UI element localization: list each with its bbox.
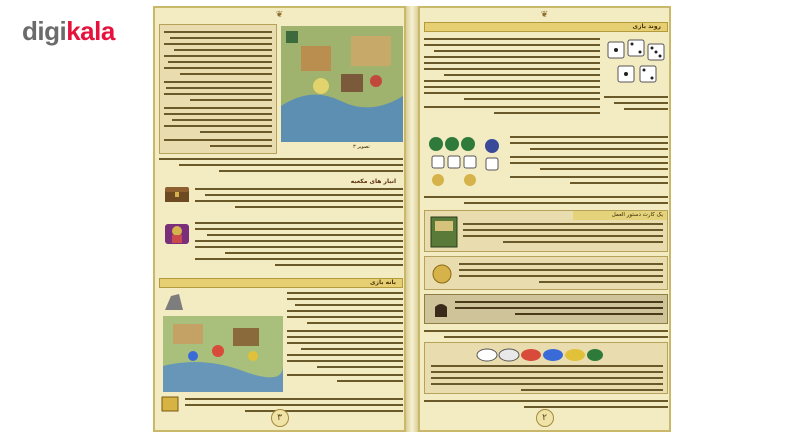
page-number-left: ۳ [271,409,289,427]
recipe-text-lines [463,223,663,251]
bag-box [424,294,668,324]
resources-text-lines [431,365,663,393]
knight-icon [163,222,191,246]
recipe-card-image [429,215,459,249]
left-top-text-box [159,24,277,154]
logo-part-digi: digi [22,16,67,46]
coin-icon [431,263,453,285]
image-caption: تصویر ۳ [353,144,370,150]
dice-image [604,38,668,92]
knight-text-lines [195,222,403,274]
heading-treasure: انبار های مکعبه [350,178,396,185]
resource-tokens-image [475,345,605,363]
endgame-board-image [163,316,283,392]
rule-text-lines [424,194,668,208]
coin-box [424,256,668,290]
section-bar-gameplay: روند بازی [424,22,668,32]
section-bar-endgame: بانه بازی [159,278,403,288]
paragraph-lines [159,156,403,178]
tokens-dice-image [426,134,506,188]
resources-box [424,342,668,394]
logo-part-kala: kala [66,16,115,46]
ornament-icon: ❦ [275,10,284,20]
right-page [418,6,671,432]
treasure-text-lines [195,188,403,218]
text-lines-graphic [160,25,276,153]
bag-text-lines [455,301,663,321]
chest-icon [163,184,191,204]
recipe-card-highlight: یک کارت دستور العمل [573,211,667,220]
card-icon [159,396,181,412]
coin-text-lines [459,263,663,287]
endgame-text-lines [287,290,403,394]
rock-icon [163,292,185,312]
recipe-card-box [424,210,668,252]
left-page [153,6,406,432]
game-board-image [281,26,403,142]
page-number-right: ۲ [536,409,554,427]
digikala-logo [22,16,115,47]
dice-caption-lines [604,94,668,114]
board-illustration [281,26,403,142]
final-text-lines [185,398,403,414]
ornament-icon-right: ❦ [540,10,549,20]
intro-lines [424,328,668,340]
gameplay-text-lines [424,36,600,118]
book-gutter [406,6,418,432]
bag-icon [431,299,451,319]
tokens-text-lines [510,134,668,190]
